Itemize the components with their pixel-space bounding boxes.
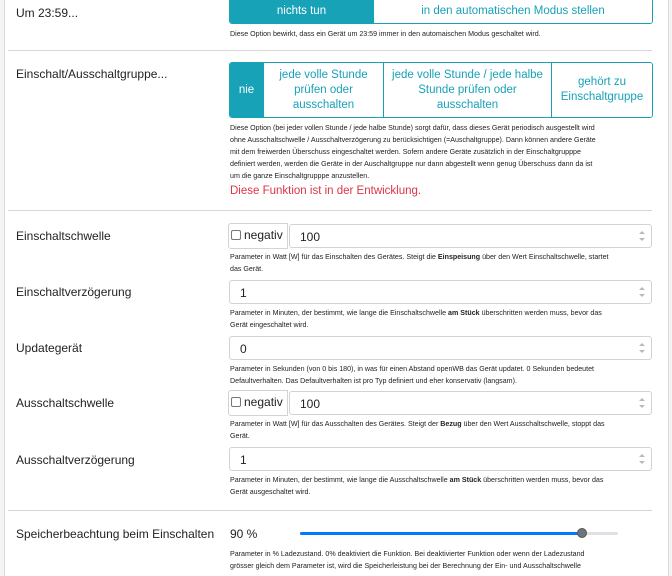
spinner-arrows-icon[interactable]	[639, 453, 645, 465]
spinner-arrows-icon[interactable]	[639, 286, 645, 298]
daily-reset-button-group	[229, 0, 653, 24]
negativ-label: negativ	[244, 395, 283, 409]
einschaltschwelle-negativ-checkbox[interactable]	[231, 230, 241, 240]
spinner-arrows-icon[interactable]	[639, 397, 645, 409]
description-line: Parameter in Minuten, der bestimmt, wie lange die Ausschaltschwelle am Stück überschritten werden muss, bevor das	[230, 476, 604, 484]
description-line: Diese Option (bei jeder vollen Stunde / jede halbe Stunde) sorgt dafür, dass dieses Gerät periodisch ausgestellt wird	[230, 124, 595, 132]
ausschaltschwelle-input[interactable]	[289, 391, 652, 415]
einschaltverzoegerung-description	[230, 307, 602, 331]
updategeraet-input[interactable]	[229, 336, 652, 360]
einschaltschwelle-value: 100	[300, 230, 321, 244]
ausschaltschwelle-description	[230, 418, 605, 442]
description-line: Parameter in Minuten, der bestimmt, wie lange die Einschaltschwelle am Stück überschritten werden muss, bevor das	[230, 309, 602, 317]
option-nie-button[interactable]: nie	[230, 63, 263, 117]
spinner-arrows-icon[interactable]	[639, 230, 645, 242]
option-hourly-button[interactable]: jede volle Stunde prüfen oder ausschalten	[263, 63, 383, 117]
speicher-slider[interactable]	[300, 525, 618, 541]
einschaltschwelle-label: Einschaltschwelle	[16, 229, 111, 243]
description-line: um die ganze Einschaltgrupppe anzustellen.	[230, 172, 370, 180]
einschaltschwelle-negativ-group	[228, 223, 288, 249]
slider-thumb[interactable]	[577, 528, 587, 538]
negativ-label: negativ	[244, 228, 283, 242]
ausschaltverzoegerung-input[interactable]	[229, 447, 652, 471]
switch-group-description	[230, 122, 596, 182]
ausschaltverzoegerung-label: Ausschaltverzögerung	[16, 453, 135, 467]
option-automatic-mode-button[interactable]: in den automatischen Modus stellen	[373, 0, 652, 23]
description-line: Parameter in % Ladezustand. 0% deaktiviert die Funktion. Bei deaktivierter Funktion oder wenn der Ladezustand	[230, 550, 585, 558]
description-line: mit dem freiwerden Überschuss eingeschaltet werden. Sofern andere Geräte zusätzlich in der Einschaltgrupppe	[230, 148, 581, 156]
description-line: Gerät ausgeschaltet wird.	[230, 488, 311, 496]
daily-reset-label: Um 23:59...	[16, 6, 79, 20]
einschaltschwelle-input[interactable]	[289, 224, 652, 248]
einschaltverzoegerung-value: 1	[240, 286, 247, 300]
development-warning: Diese Funktion ist in der Entwicklung.	[230, 185, 422, 197]
ausschaltschwelle-value: 100	[300, 397, 321, 411]
switch-group-label: Einschalt/Ausschaltgruppe...	[16, 67, 168, 81]
description-line: Gerät.	[230, 432, 250, 440]
einschaltverzoegerung-label: Einschaltverzögerung	[16, 285, 132, 299]
window-right-edge	[668, 0, 672, 576]
switch-group-button-group	[229, 62, 653, 118]
section-divider	[8, 210, 652, 211]
ausschaltverzoegerung-description	[230, 474, 603, 498]
ausschaltverzoegerung-value: 1	[240, 453, 247, 467]
updategeraet-value: 0	[240, 342, 247, 356]
option-einschaltgruppe-button[interactable]: gehört zu Einschaltgruppe	[551, 63, 652, 117]
slider-fill	[300, 532, 582, 535]
ausschaltschwelle-label: Ausschaltschwelle	[16, 396, 115, 410]
section-divider	[8, 50, 652, 51]
speicher-label: Speicherbeachtung beim Einschalten	[16, 527, 215, 541]
einschaltverzoegerung-input[interactable]	[229, 280, 652, 304]
section-divider	[8, 510, 652, 511]
speicher-description	[230, 548, 585, 572]
description-line: Defaultverhalten. Das Defaultverhalten ist pro Typ definiert und eher konservativ (langsam).	[230, 377, 517, 385]
description-line: definiert werden, werden die Geräte in der Auschaltgruppe nur dann abgestellt wenn genug Überschuss dann da ist	[230, 160, 593, 168]
description-line: ohne Ausschaltschwelle / Ausschaltverzögerung zu berücksichtigen (=Auschaltgruppe). Dann können andere Geräte	[230, 136, 596, 144]
speicher-value-text: 90 %	[230, 527, 258, 541]
daily-reset-description: Diese Option bewirkt, dass ein Gerät um 23:59 immer in den automaischen Modus geschaltet wird.	[230, 30, 541, 38]
updategeraet-label: Updategerät	[16, 341, 83, 355]
spinner-arrows-icon[interactable]	[639, 342, 645, 354]
description-line: das Gerät.	[230, 265, 264, 273]
option-nichts-tun-button[interactable]: nichts tun	[230, 0, 373, 23]
updategeraet-description	[230, 363, 594, 387]
option-half-hourly-button[interactable]: jede volle Stunde / jede halbe Stunde prüfen oder ausschalten	[383, 63, 551, 117]
description-line: Parameter in Watt [W] für das Ausschalten des Gerätes. Steigt der Bezug über den Wert Ausschaltschwelle, stoppt das	[230, 420, 605, 428]
description-line: Parameter in Sekunden (von 0 bis 180), in was für einen Abstand openWB das Gerät updatet. 0 Sekunden bedeutet	[230, 365, 594, 373]
description-line: grösser gleich dem Parameter ist, wird die Speicherleistung bei der Berechnung der Ein- und Ausschaltschwelle	[230, 562, 581, 570]
ausschaltschwelle-negativ-checkbox[interactable]	[231, 397, 241, 407]
description-line: Gerät eingeschaltet wird.	[230, 321, 309, 329]
einschaltschwelle-description	[230, 251, 609, 275]
description-line: Parameter in Watt [W] für das Einschalten des Gerätes. Steigt die Einspeisung über den Wert Einschaltschwelle, startet	[230, 253, 609, 261]
ausschaltschwelle-negativ-group	[228, 390, 288, 416]
window-left-edge	[0, 0, 5, 576]
